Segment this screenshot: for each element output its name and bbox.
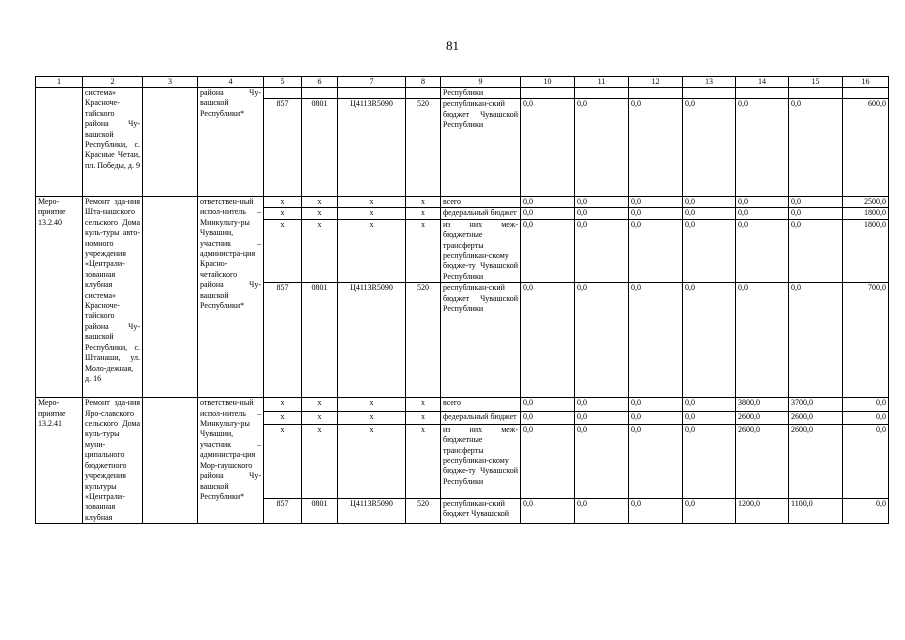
- cell-source: Республики: [441, 88, 521, 99]
- col-header: 1: [36, 77, 83, 88]
- cell-object: система» Красноче-тайского района Чу-вашской Республики, с. Красные Четаи, пл. Победы, д. 9: [83, 88, 143, 197]
- cell-col3: [143, 88, 198, 197]
- cell-activity: Меро-приятие 13.2.41: [36, 398, 83, 524]
- table-row: x x x x из них меж-бюджетные трансферты республикан-скому бюдже-ту Чувашской Республики 0,0 0,0 0,0 0,0 2600,0 2600,0 0,0: [36, 424, 889, 498]
- col-header: 9: [441, 77, 521, 88]
- col-header: 15: [789, 77, 843, 88]
- col-header: 3: [143, 77, 198, 88]
- table-row: Меро-приятие 13.2.40 Ремонт зда-ния Шта-нашского сельского Дома куль-туры авто-номного учреждения «Централи-зованная клубная система» Красноче-тайского района Чу-вашской Республики, с. Штанаши, ул. Моло-дежная, д. 16 ответствен-ный испол-нитель – Минкульту-ры Чувашии, участник – администра-ция Красно-четайского района Чу-вашской Республики* x x x x всего 0,0 0,0 0,0 0,0 0,0 0,0 2500,0: [36, 197, 889, 208]
- col-header: 7: [338, 77, 406, 88]
- col-header: 5: [264, 77, 302, 88]
- table-row: Меро-приятие 13.2.41 Ремонт зда-ния Яро-славского сельского Дома куль-туры муни-ципального бюджетного учреждения культуры «Централи-зованная клубная ответствен-ный испол-нитель – Минкульту-ры Чувашии, участник – администра-ция Мор-гаушского района Чу-вашской Республики* x x x x всего 0,0 0,0 0,0 0,0 3800,0 3700,0 0,0: [36, 398, 889, 411]
- cell-col3: [143, 197, 198, 398]
- cell-value: 0,0: [521, 99, 575, 197]
- header-row: [36, 77, 889, 88]
- cell-value: 0,0: [629, 99, 683, 197]
- col-header: 4: [198, 77, 264, 88]
- col-header: 13: [683, 77, 736, 88]
- cell-source: республикан-ский бюджет Чувашской Республики: [441, 99, 521, 197]
- table-row: x x x x из них меж-бюджетные трансферты республикан-скому бюдже-ту Чувашской Республики 0,0 0,0 0,0 0,0 0,0 0,0 1800,0: [36, 219, 889, 282]
- col-header: 14: [736, 77, 789, 88]
- cell-source: из них меж-бюджетные трансферты республикан-скому бюдже-ту Чувашской Республики: [441, 219, 521, 282]
- table-row: x x x x федеральный бюджет 0,0 0,0 0,0 0,0 2600,0 2600,0 0,0: [36, 411, 889, 424]
- cell-source: федеральный бюджет: [441, 208, 521, 219]
- cell-section: 0801: [302, 99, 338, 197]
- col-header: 8: [406, 77, 441, 88]
- cell-col1: [36, 88, 83, 197]
- budget-table: [35, 76, 889, 524]
- col-header: 12: [629, 77, 683, 88]
- cell-type: 520: [406, 99, 441, 197]
- table-row: 857 0801 Ц4113R5090 520 республикан-ский бюджет Чувашской Республики 0,0 0,0 0,0 0,0 0,0 0,0 700,0: [36, 283, 889, 398]
- cell-value: 0,0: [736, 99, 789, 197]
- cell-object: Ремонт зда-ния Яро-славского сельского Дома куль-туры муни-ципального бюджетного учреждения культуры «Централи-зованная клубная: [83, 398, 143, 524]
- col-header: 11: [575, 77, 629, 88]
- col-header: 10: [521, 77, 575, 88]
- cell-value: 0,0: [575, 99, 629, 197]
- cell-source: всего: [441, 398, 521, 411]
- cell-source: республикан-ский бюджет Чувашской: [441, 498, 521, 523]
- cell-col3: [143, 398, 198, 524]
- col-header: 16: [843, 77, 889, 88]
- col-header: 2: [83, 77, 143, 88]
- cell-source: республикан-ский бюджет Чувашской Республики: [441, 283, 521, 398]
- table-row: x x x x федеральный бюджет 0,0 0,0 0,0 0,0 0,0 0,0 1800,0: [36, 208, 889, 219]
- cell-executor: ответствен-ный испол-нитель – Минкульту-ры Чувашии, участник – администра-ция Мор-гаушского района Чу-вашской Республики*: [198, 398, 264, 524]
- cell-target: Ц4113R5090: [338, 99, 406, 197]
- cell-value: 0,0: [789, 99, 843, 197]
- cell-grbs: 857: [264, 99, 302, 197]
- cell-source: всего: [441, 197, 521, 208]
- table-row: 857 0801 Ц4113R5090 520 республикан-ский бюджет Чувашской 0,0 0,0 0,0 0,0 1200,0 1100,0 0,0: [36, 498, 889, 523]
- cell-value: 600,0: [843, 99, 889, 197]
- cell-executor: ответствен-ный испол-нитель – Минкульту-ры Чувашии, участник – администра-ция Красно-четайского района Чу-вашской Республики*: [198, 197, 264, 398]
- cell-object: Ремонт зда-ния Шта-нашского сельского Дома куль-туры авто-номного учреждения «Централи-зованная клубная система» Красноче-тайского района Чу-вашской Республики, с. Штанаши, ул. Моло-дежная, д. 16: [83, 197, 143, 398]
- col-header: 6: [302, 77, 338, 88]
- cell-source: федеральный бюджет: [441, 411, 521, 424]
- cell-executor: района Чу-вашской Республики*: [198, 88, 264, 197]
- table-row: [36, 88, 889, 99]
- cell-source: из них меж-бюджетные трансферты республикан-скому бюдже-ту Чувашской Республики: [441, 424, 521, 498]
- page-number: 81: [446, 38, 459, 53]
- cell-value: 0,0: [683, 99, 736, 197]
- cell-activity: Меро-приятие 13.2.40: [36, 197, 83, 398]
